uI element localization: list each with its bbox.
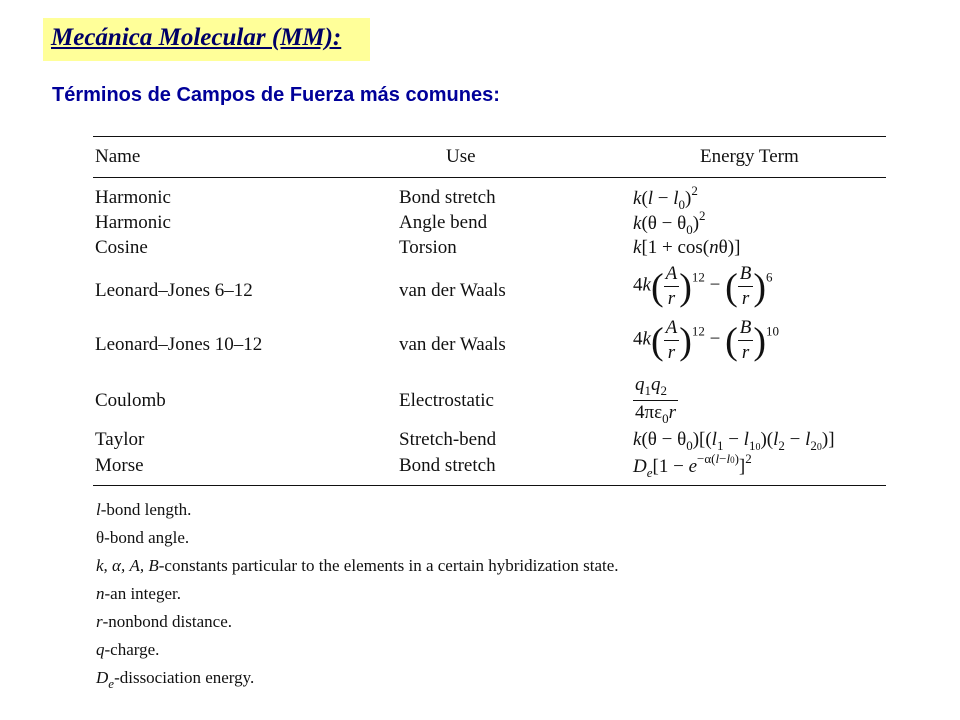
row-8-use: Bond stretch bbox=[399, 455, 496, 476]
note-item: l-bond length. bbox=[96, 500, 192, 519]
note-item: $D_e$-dissociation energy. bbox=[96, 668, 255, 691]
row-5-use: van der Waals bbox=[399, 334, 506, 355]
section-subtitle: Términos de Campos de Fuerza más comunes: bbox=[52, 84, 500, 106]
column-header-energy: Energy Term bbox=[700, 146, 799, 167]
row-3-energy: k[1 + cos(nθ)] bbox=[633, 237, 741, 258]
row-4-name: Leonard–Jones 6–12 bbox=[95, 280, 253, 301]
table-bottom-rule bbox=[93, 485, 886, 486]
row-1-use: Bond stretch bbox=[399, 187, 496, 208]
row-1-name: Harmonic bbox=[95, 187, 171, 208]
row-1-energy: $k(l - l_0)^2$ bbox=[633, 183, 698, 212]
row-6-name: Coulomb bbox=[95, 390, 166, 411]
row-7-energy: $k(\theta - \theta_0)[(l_1 - l_{10})(l_2 - l_{20})]$ bbox=[633, 429, 835, 453]
note-item: r-nonbond distance. bbox=[96, 612, 232, 631]
note-item: q-charge. bbox=[96, 640, 160, 659]
row-7-name: Taylor bbox=[95, 429, 145, 450]
note-item: n-an integer. bbox=[96, 584, 181, 603]
row-2-use: Angle bend bbox=[399, 212, 488, 233]
page-title: Mecánica Molecular (MM): bbox=[51, 24, 342, 51]
row-6-use: Electrostatic bbox=[399, 390, 494, 411]
table-top-rule bbox=[93, 136, 886, 137]
row-3-use: Torsion bbox=[399, 237, 457, 258]
title-banner bbox=[43, 18, 370, 61]
row-7-use: Stretch-bend bbox=[399, 429, 497, 450]
row-5-name: Leonard–Jones 10–12 bbox=[95, 334, 263, 355]
note-item: k, α, A, B-constants particular to the elements in a certain hybridization state. bbox=[96, 556, 619, 575]
row-6-energy: $\frac{q_1q_2}{4\pi\varepsilon_0r}$ bbox=[635, 374, 676, 426]
row-8-energy: $D_e[1 - e^{-\alpha(l-l0)}]^2$ bbox=[633, 451, 752, 480]
column-header-name: Name bbox=[95, 146, 141, 167]
row-4-use: van der Waals bbox=[399, 280, 506, 301]
row-2-energy: $k(\theta - \theta_0)^2$ bbox=[633, 208, 706, 237]
force-field-table bbox=[93, 136, 886, 488]
column-header-use: Use bbox=[446, 146, 476, 167]
row-5-energy: 4k( $\frac{A}{r}$ )$^{12}$ − ( $\frac{B}{r}$ )$^{10}$ bbox=[633, 317, 779, 363]
row-2-name: Harmonic bbox=[95, 212, 171, 233]
table-header-rule bbox=[93, 177, 886, 178]
row-8-name: Morse bbox=[95, 455, 144, 476]
note-item: θ-bond angle. bbox=[96, 528, 190, 547]
row-3-name: Cosine bbox=[95, 237, 148, 258]
row-4-energy: 4k( $\frac{A}{r}$ )$^{12}$ − ( $\frac{B}{r}$ )$^6$ bbox=[633, 263, 773, 309]
